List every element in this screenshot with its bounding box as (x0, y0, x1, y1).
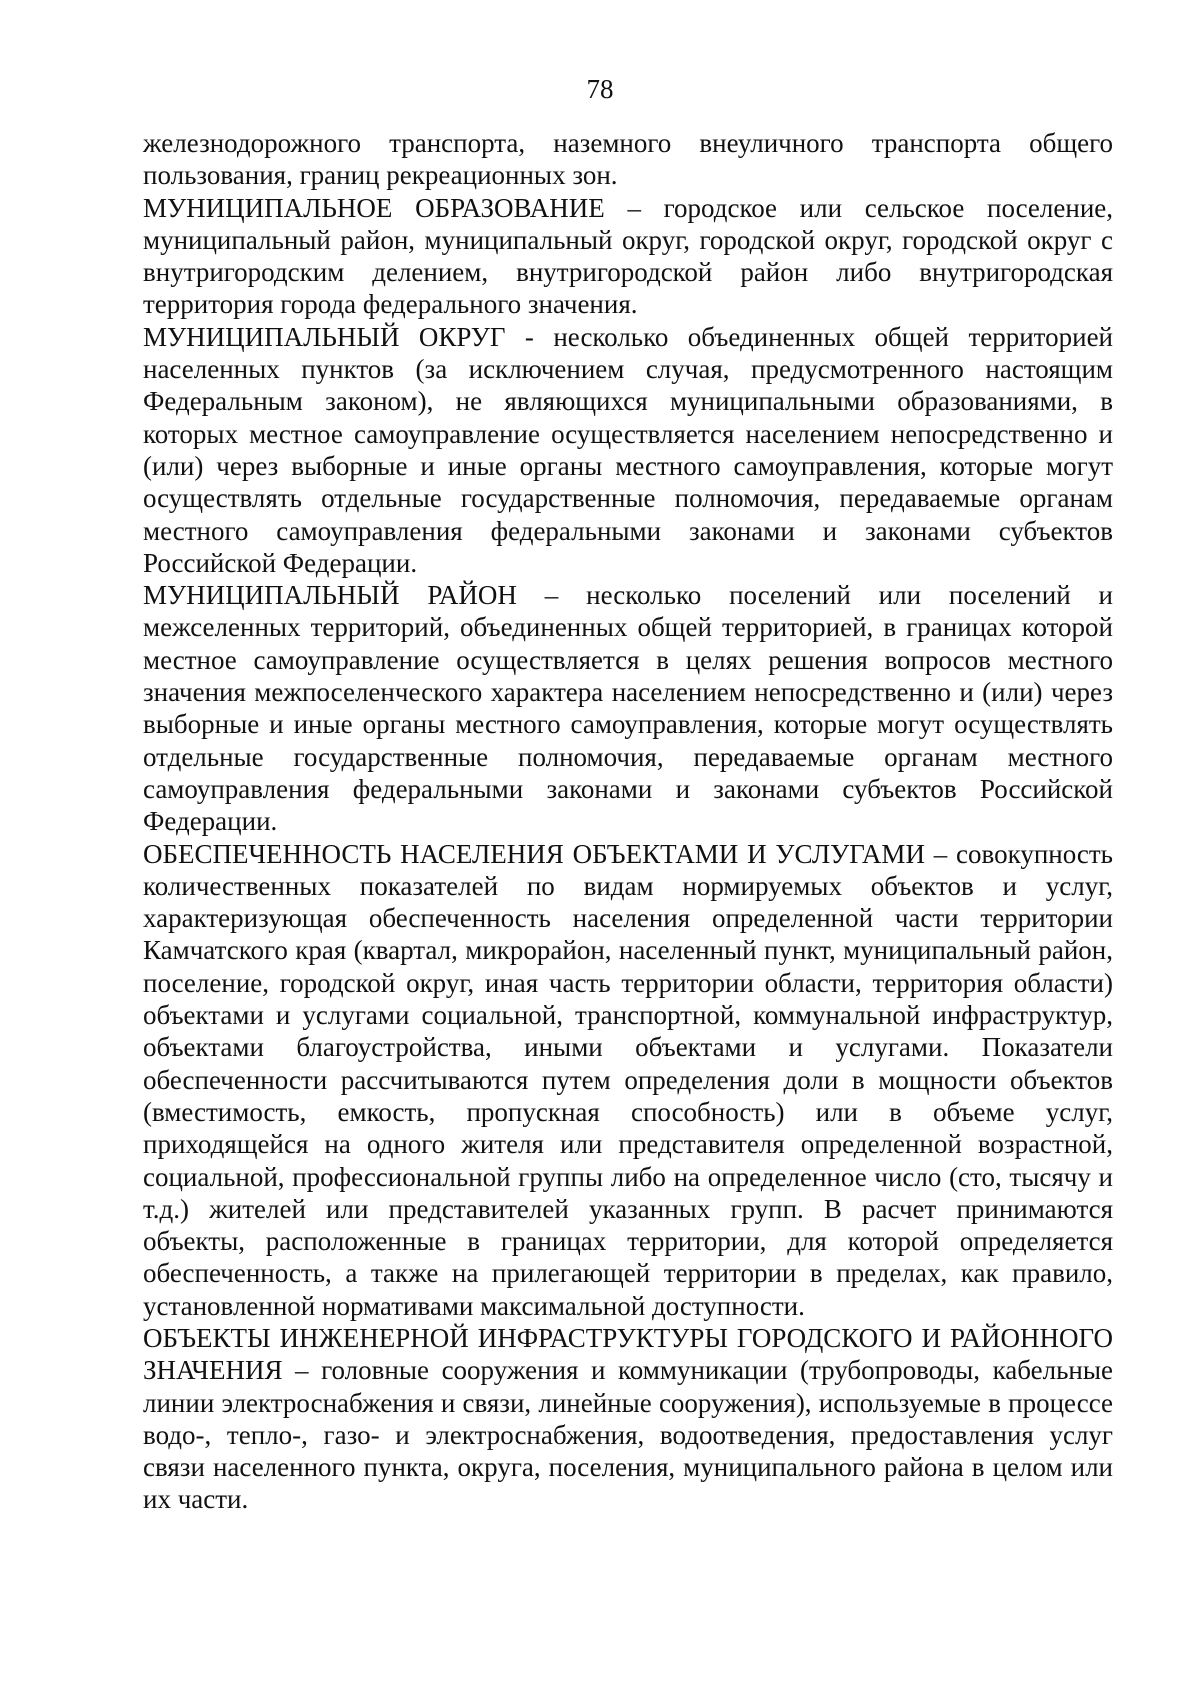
paragraph-municipal-okrug: МУНИЦИПАЛЬНЫЙ ОКРУГ - несколько объединенных общей территорией населенных пунктов (за исключением случая, предусмотренного настоящим Федеральным законом), не являющихся муниципальными образованиями, в которых местное самоуправление осуществляется населением непосредственно и (или) через выборные и иные органы местного самоуправления, которые могут осуществлять отдельные государственные полномочия, передаваемые органам местного самоуправления федеральными законами и законами субъектов Российской Федерации. (143, 321, 1113, 578)
paragraph-municipal-district: МУНИЦИПАЛЬНЫЙ РАЙОН – несколько поселений или поселений и межселенных территорий, объединенных общей территорией, в границах которой местное самоуправление осуществляется в целях решения вопросов местного значения межпоселенческого характера населением непосредственно и (или) через выборные и иные органы местного самоуправления, которые могут осуществлять отдельные государственные полномочия, передаваемые органам местного самоуправления федеральными законами и законами субъектов Российской Федерации. (143, 580, 1113, 837)
page-number: 78 (586, 74, 614, 104)
paragraph-population-provision: ОБЕСПЕЧЕННОСТЬ НАСЕЛЕНИЯ ОБЪЕКТАМИ И УСЛУГАМИ – совокупность количественных показателей по видам нормируемых объектов и услуг, характеризующая обеспеченность населения определенной части территории Камчатского края (квартал, микрорайон, населенный пункт, муниципальный район, поселение, городской округ, иная часть территории области, территория области) объектами и услугами социальной, транспортной, коммунальной инфраструктур, объектами благоустройства, иными объектами и услугами. Показатели обеспеченности рассчитываются путем определения доли в мощности объектов (вместимость, емкость, пропускная способность) или в объеме услуг, приходящейся на одного жителя или представителя определенной возрастной, социальной, профессиональной группы либо на определенное число (сто, тысячу и т.д.) жителей или представителей указанных групп. В расчет принимаются объекты, расположенные в границах территории, для которой определяется обеспеченность, а также на прилегающей территории в пределах, как правило, установленной нормативами максимальной доступности. (143, 838, 1113, 1321)
paragraph-continuation: железнодорожного транспорта, наземного внеуличного транспорта общего пользования, границ рекреационных зон. (143, 128, 1113, 191)
paragraph-municipal-formation: МУНИЦИПАЛЬНОЕ ОБРАЗОВАНИЕ – городское или сельское поселение, муниципальный район, муниципальный округ, городской округ, городской округ с внутригородским делением, внутригородской район либо внутригородская территория города федерального значения. (143, 192, 1113, 320)
paragraph-engineering-infrastructure: ОБЪЕКТЫ ИНЖЕНЕРНОЙ ИНФРАСТРУКТУРЫ ГОРОДСКОГО И РАЙОННОГО ЗНАЧЕНИЯ – головные сооружения и коммуникации (трубопроводы, кабельные линии электроснабжения и связи, линейные сооружения), используемые в процессе водо-, тепло-, газо- и электроснабжения, водоотведения, предоставления услуг связи населенного пункта, округа, поселения, муниципального района в целом или их части. (143, 1322, 1113, 1515)
document-body (143, 127, 1113, 1516)
